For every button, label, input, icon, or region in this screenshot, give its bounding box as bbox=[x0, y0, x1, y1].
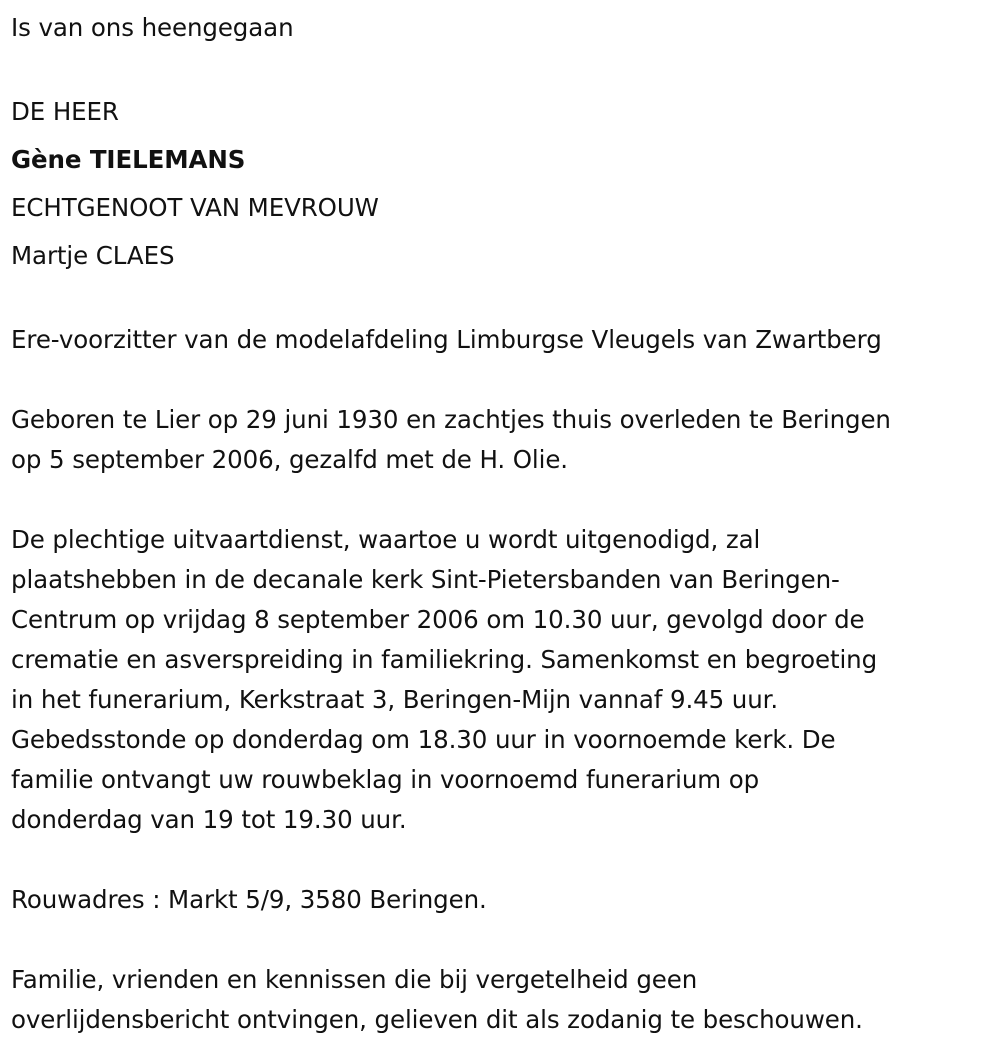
honorary-role: Ere-voorzitter van de modelafdeling Limburgse Vleugels van Zwartberg bbox=[11, 325, 882, 354]
paragraph-line: op 5 september 2006, gezalfd met de H. Olie. bbox=[11, 445, 568, 474]
paragraph-line: Familie, vrienden en kennissen die bij vergetelheid geen bbox=[11, 965, 698, 994]
birth-death-paragraph bbox=[11, 400, 986, 480]
paragraph-line: in het funerarium, Kerkstraat 3, Beringen-Mijn vannaf 9.45 uur. bbox=[11, 685, 779, 714]
honorific: DE HEER bbox=[11, 97, 119, 126]
spouse-relation: ECHTGENOOT VAN MEVROUW bbox=[11, 193, 379, 222]
obituary-document bbox=[11, 8, 986, 1040]
spouse-name: Martje CLAES bbox=[11, 241, 175, 270]
paragraph-line: De plechtige uitvaartdienst, waartoe u wordt uitgenodigd, zal bbox=[11, 525, 761, 554]
paragraph-line: crematie en asverspreiding in familiekring. Samenkomst en begroeting bbox=[11, 645, 878, 674]
intro-text: Is van ons heengegaan bbox=[11, 13, 294, 42]
paragraph-line: plaatshebben in de decanale kerk Sint-Pietersbanden van Beringen- bbox=[11, 565, 840, 594]
paragraph-line: Geboren te Lier op 29 juni 1930 en zachtjes thuis overleden te Beringen bbox=[11, 405, 891, 434]
ceremony-paragraph bbox=[11, 520, 986, 840]
paragraph-line: donderdag van 19 tot 19.30 uur. bbox=[11, 805, 407, 834]
paragraph-line: Gebedsstonde op donderdag om 18.30 uur in voornoemde kerk. De bbox=[11, 725, 836, 754]
closing-paragraph bbox=[11, 960, 986, 1040]
paragraph-line: overlijdensbericht ontvingen, gelieven dit als zodanig te beschouwen. bbox=[11, 1005, 863, 1034]
mourning-address: Rouwadres : Markt 5/9, 3580 Beringen. bbox=[11, 885, 487, 914]
deceased-block bbox=[11, 88, 986, 280]
paragraph-line: familie ontvangt uw rouwbeklag in voornoemd funerarium op bbox=[11, 765, 760, 794]
paragraph-line: Centrum op vrijdag 8 september 2006 om 10.30 uur, gevolgd door de bbox=[11, 605, 865, 634]
deceased-name: Gène TIELEMANS bbox=[11, 145, 246, 174]
